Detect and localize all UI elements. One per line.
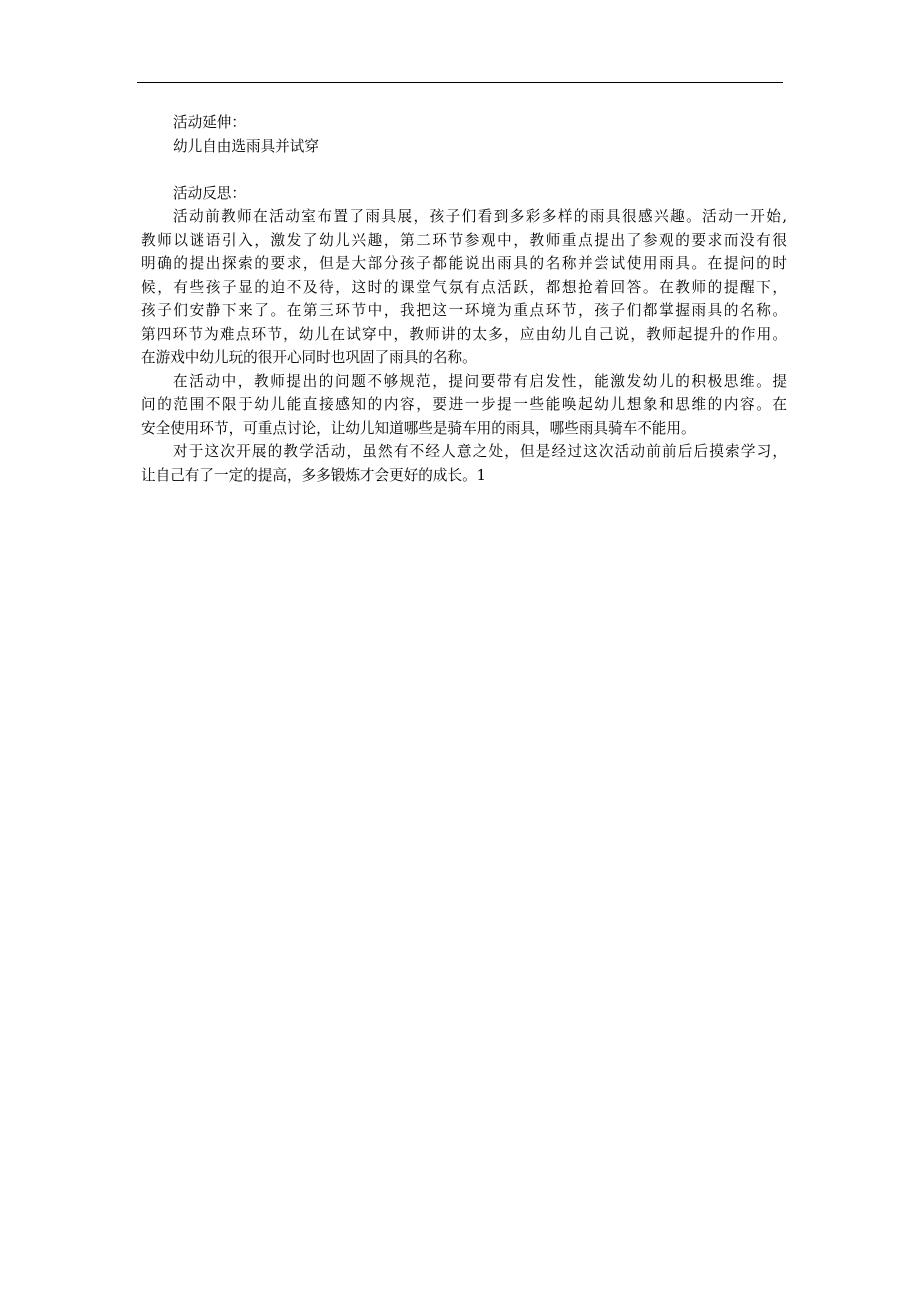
paragraph-3-line: 让自己有了一定的提高，多多锻炼才会更好的成长。1: [141, 466, 486, 484]
paragraph-2-line: 安全使用环节，可重点讨论，让幼儿知道哪些是骑车用的雨具，哪些雨具骑车不能用。: [141, 419, 696, 437]
document-body: [141, 111, 787, 487]
paragraph-1-line: 在游戏中幼儿玩的很开心同时也巩固了雨具的名称。: [141, 349, 477, 366]
extension-text: 幼儿自由选雨具并试穿: [173, 137, 319, 155]
reflection-heading: 活动反思：: [173, 184, 246, 202]
paragraph-1-line: 明确的提出探索的要求，但是大部分孩子都能说出雨具的名称并尝试使用雨具。在提问的时: [141, 255, 787, 272]
paragraph-2-line: 在活动中，教师提出的问题不够规范，提问要带有启发性，能激发幼儿的积极思维。提: [173, 372, 787, 390]
paragraph-1-line: 候，有些孩子显的迫不及待，这时的课堂气氛有点活跃，都想抢着回答。在教师的提醒下，: [141, 278, 787, 296]
header-rule: [137, 82, 783, 83]
blank-line: [141, 158, 787, 182]
extension-heading: 活动延伸：: [173, 114, 246, 131]
paragraph-1-line: 活动前教师在活动室布置了雨具展，孩子们看到多彩多样的雨具很感兴趣。活动一开始,: [173, 208, 787, 225]
paragraph-1-line: 教师以谜语引入，激发了幼儿兴趣，第二环节参观中，教师重点提出了参观的要求而没有很: [141, 231, 787, 249]
paragraph-1-line: 孩子们安静下来了。在第三环节中，我把这一环境为重点环节，孩子们都掌握雨具的名称。: [141, 302, 787, 319]
paragraph-1-line: 第四环节为难点环节，幼儿在试穿中，教师讲的太多，应由幼儿自己说，教师起提升的作用。: [141, 325, 787, 343]
paragraph-2-line: 问的范围不限于幼儿能直接感知的内容，要进一步提一些能唤起幼儿想象和思维的内容。在: [141, 396, 787, 413]
paragraph-3-line: 对于这次开展的教学活动，虽然有不经人意之处，但是经过这次活动前前后后摸索学习，: [173, 443, 787, 460]
